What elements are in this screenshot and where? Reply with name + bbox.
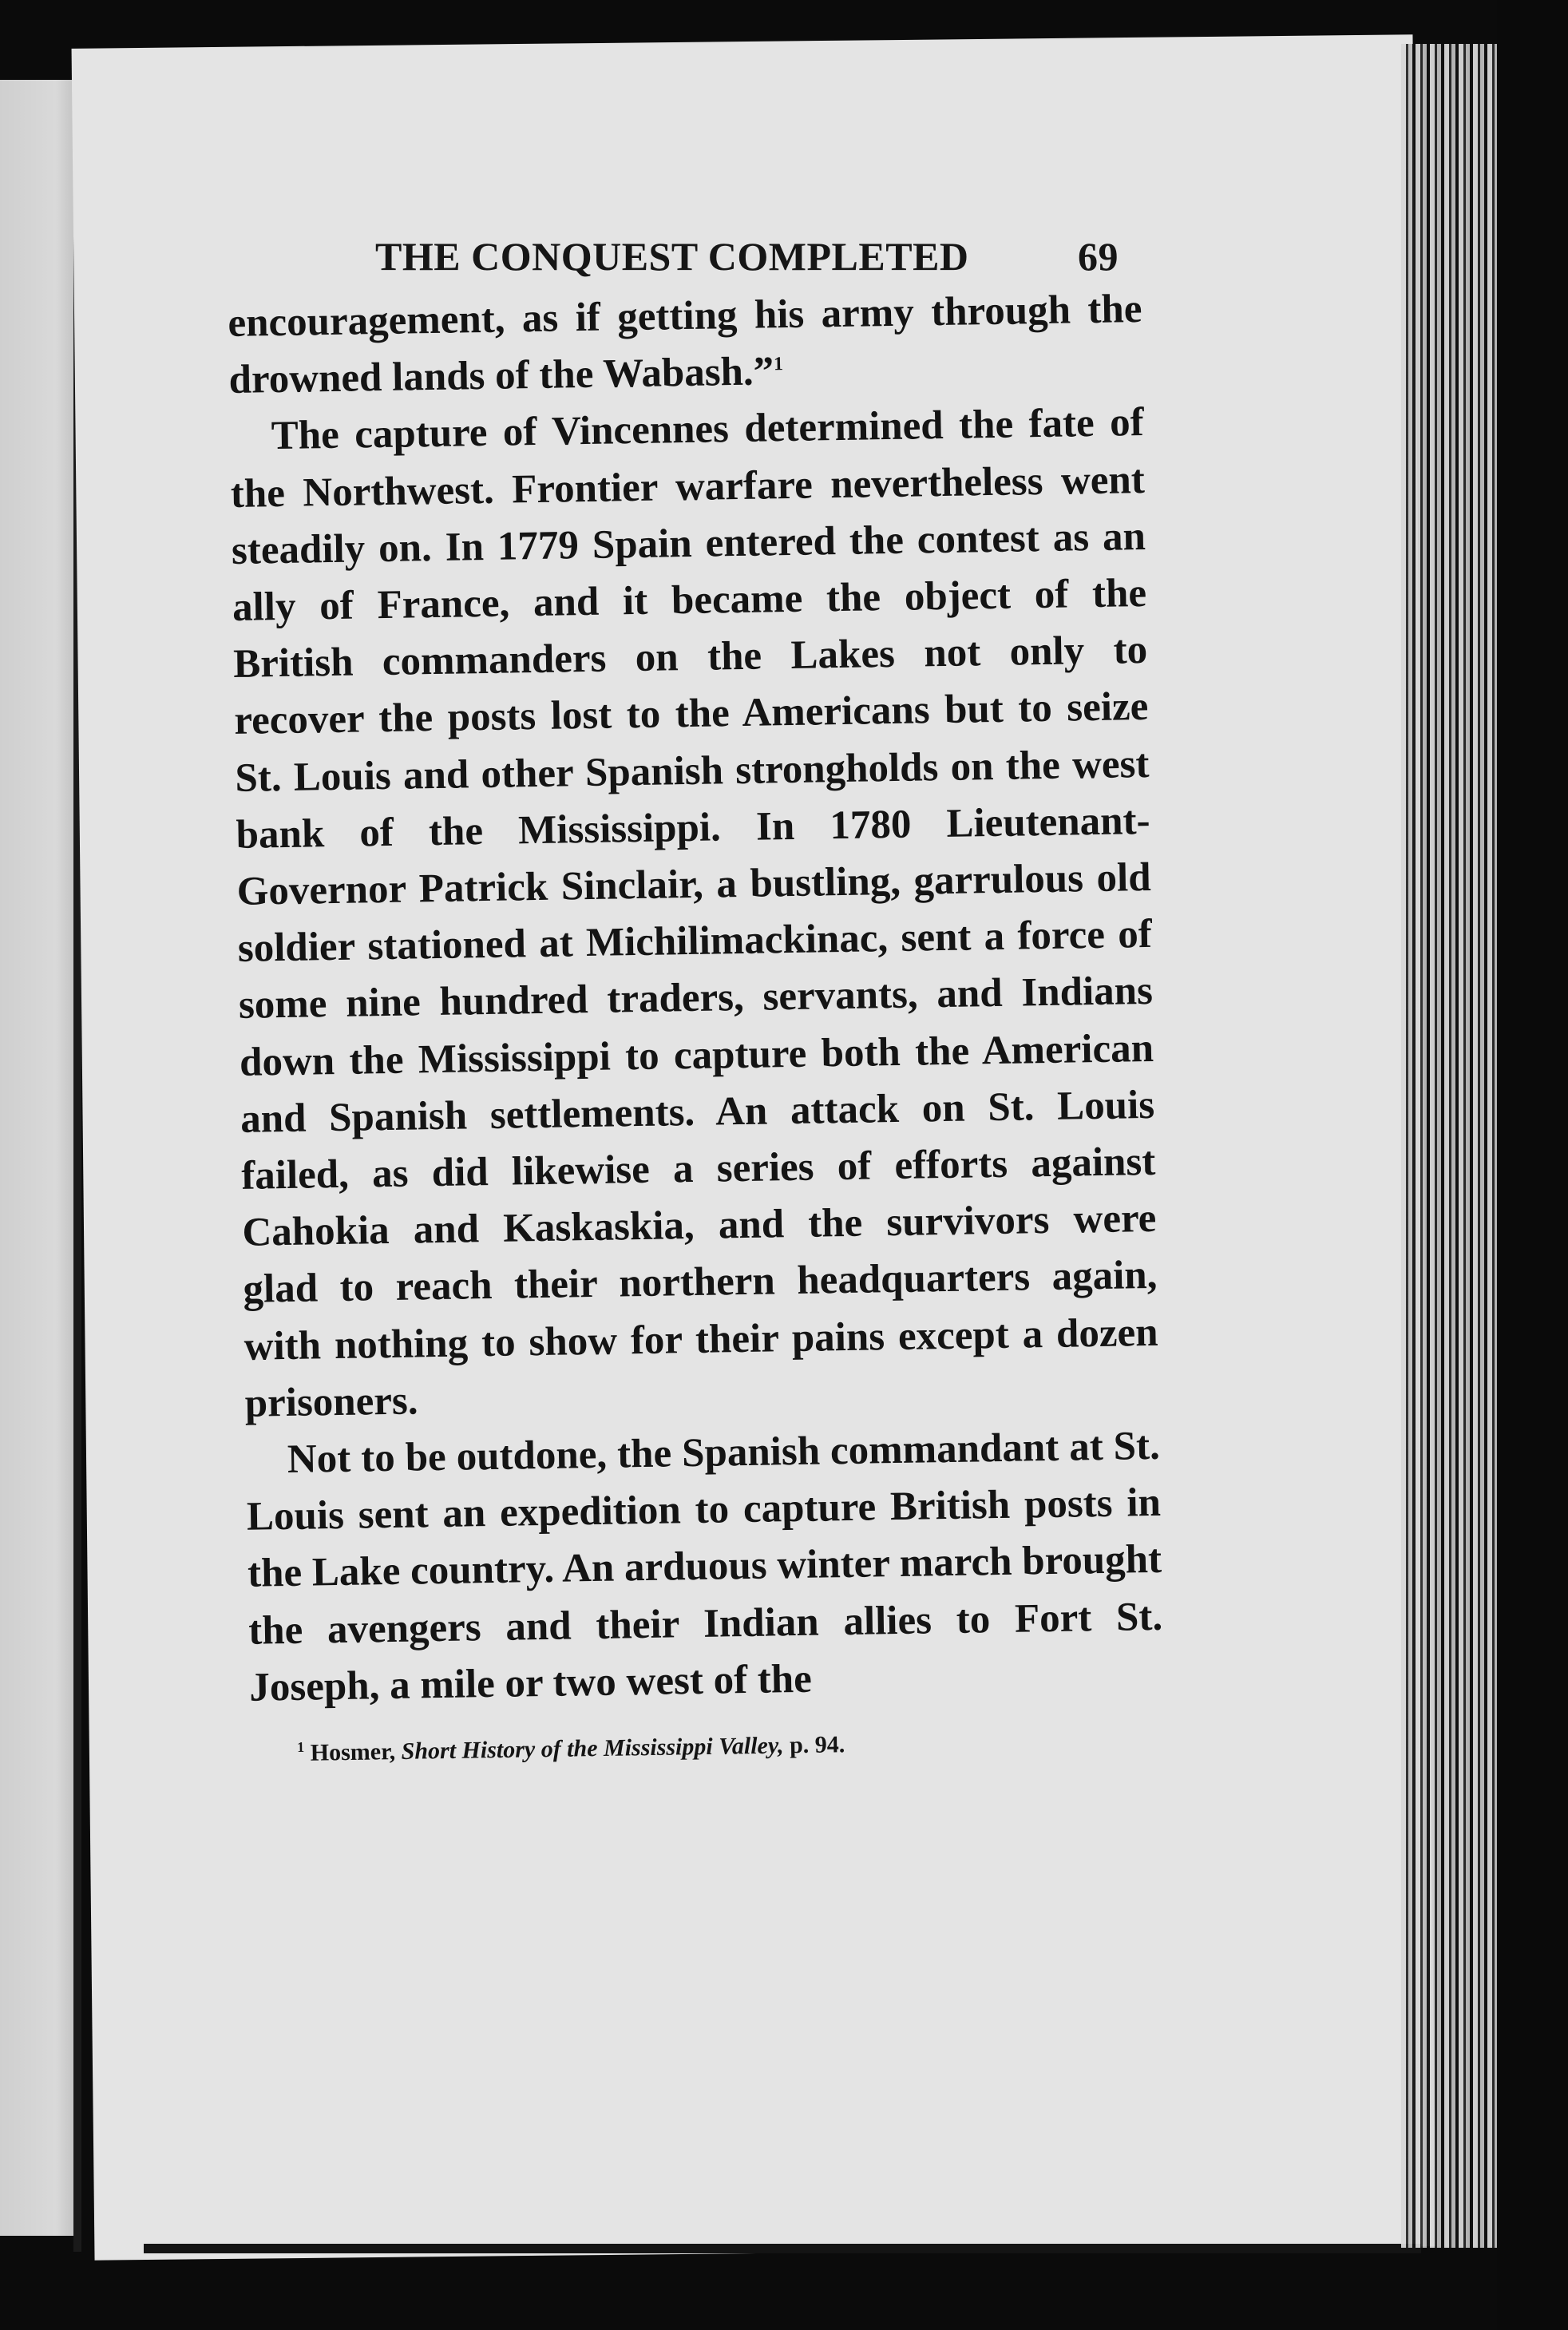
page-number: 69 [1078,234,1119,279]
page-bottom-edge [144,2244,1421,2253]
paragraph [229,394,1159,1432]
footnote-marker: 1 [297,1738,305,1755]
paragraph-text: The capture of Vincennes determined the fate of the Northwest. Frontier warfare nevertheless went steadily on. In 1779 Spain entered the contest as an ally of France, and it became the object of the British commanders on the Lakes not only to recover the posts lost to the Americans but to seize St. Louis and other Spanish strongholds on the west bank of the Mississippi. In 1780 Lieutenant-Governor Patrick Sinclair, a bustling, garrulous old soldier stationed at Michilimackinac, sent a force of some nine hundred traders, servants, and Indians down the Mississippi to capture both the American and Spanish settlements. An attack on St. Louis failed, as did likewise a series of efforts against Cahokia and Kaskaskia, and the survivors were glad to reach their northern headquarters again, with nothing to show for their pains except a dozen prisoners. [230,400,1158,1426]
page-stack-edge [1401,44,1497,2248]
paragraph [245,1418,1163,1717]
left-page-edge [0,80,80,2236]
scan-background-right [1497,0,1568,2330]
body-text [228,281,1164,1717]
footnote-author: Hosmer, [310,1738,396,1766]
paragraph-text: Not to be outdone, the Spanish commandant at St. Louis sent an expedition to capture British posts in the Lake country. An arduous winter march brought the avengers and their Indian allies to Fort St. Joseph, a mile or two west of the [246,1423,1163,1710]
running-head: THE CONQUEST COMPLETED [375,234,969,279]
footnote-page: p. 94. [789,1731,845,1759]
footnote-title: Short History of the Mississippi Valley, [401,1732,784,1765]
paragraph [228,281,1143,409]
footnote-reference: 1 [773,354,784,375]
paragraph-text: encouragement, as if getting his army through the drowned lands of the Wabash.” [228,287,1142,403]
